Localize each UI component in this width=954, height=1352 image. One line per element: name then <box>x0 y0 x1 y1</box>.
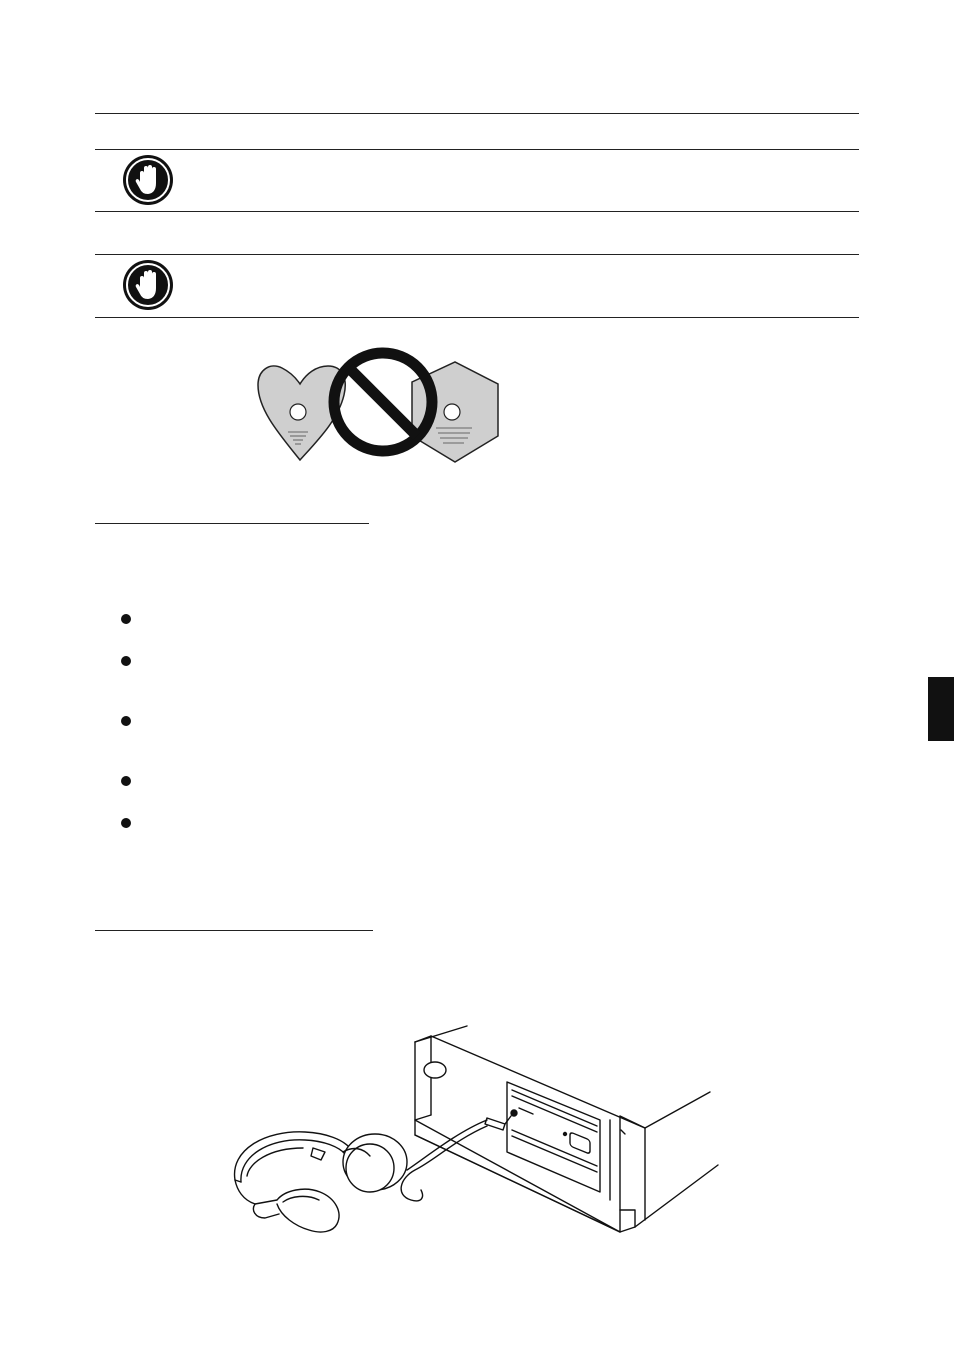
list-bullet-2 <box>121 656 131 666</box>
list-bullet-3 <box>121 716 131 726</box>
headphones-connection-figure <box>225 1020 725 1240</box>
warning-box-2-top-rule <box>95 254 859 255</box>
chapter-tab <box>928 677 954 741</box>
list-bullet-5 <box>121 818 131 828</box>
warning-box-2-bottom-rule <box>95 317 859 318</box>
headphone-plug <box>401 1116 511 1201</box>
section-heading-rule-2 <box>95 930 373 931</box>
list-bullet-1 <box>121 614 131 624</box>
stop-hand-icon <box>121 153 175 207</box>
computer-case <box>415 1026 718 1232</box>
list-bullet-4 <box>121 776 131 786</box>
odd-shaped-discs-figure <box>250 340 510 470</box>
headphones-icon <box>235 1132 407 1232</box>
stop-hand-icon <box>121 258 175 312</box>
top-rule <box>95 113 859 114</box>
section-heading-rule-1 <box>95 523 369 524</box>
warning-box-1-top-rule <box>95 149 859 150</box>
warning-box-1-bottom-rule <box>95 211 859 212</box>
